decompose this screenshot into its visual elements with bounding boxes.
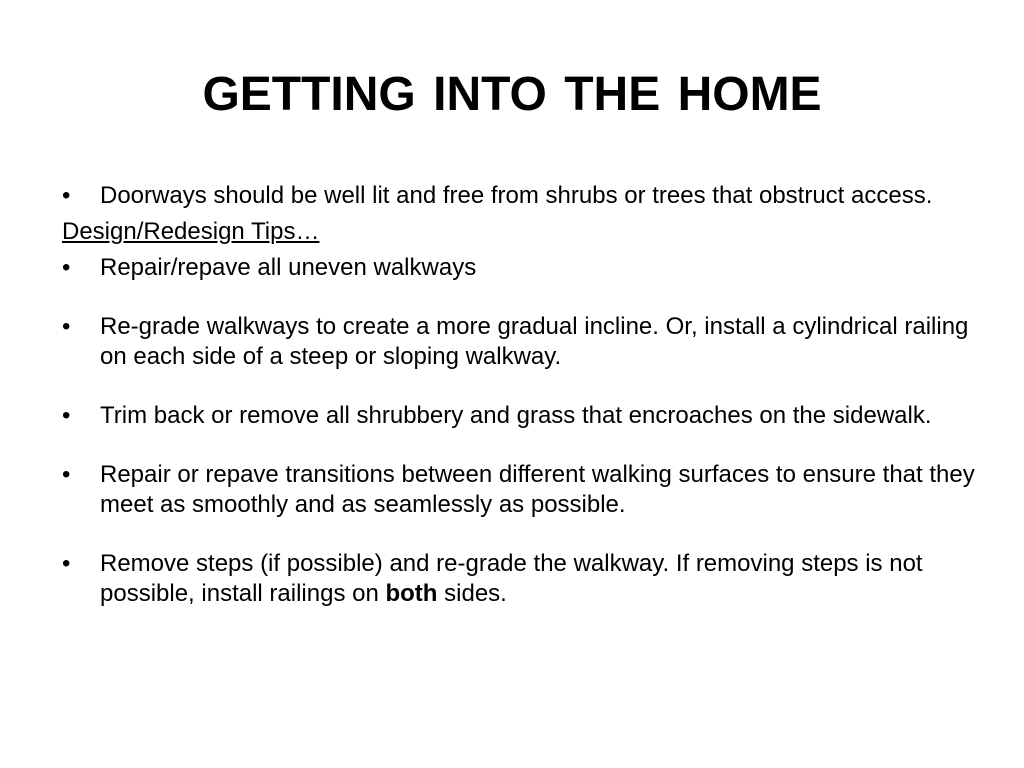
bullet-item-doorways bbox=[62, 181, 982, 211]
bullet-text: Repair or repave transitions between different walking surfaces to ensure that they meet as smoothly and as seamlessly as possible. bbox=[100, 461, 975, 518]
bullet-text bbox=[100, 550, 923, 607]
bullet-text: Trim back or remove all shrubbery and grass that encroaches on the sidewalk. bbox=[100, 402, 932, 429]
bullet-text: Doorways should be well lit and free from shrubs or trees that obstruct access. bbox=[100, 182, 933, 209]
bullet-icon: • bbox=[62, 313, 71, 340]
bullet-icon: • bbox=[62, 402, 71, 429]
bullet-icon: • bbox=[62, 182, 71, 209]
bullet-icon: • bbox=[62, 550, 71, 577]
section-subheading: Design/Redesign Tips… bbox=[62, 218, 320, 245]
bullet-icon: • bbox=[62, 254, 71, 281]
bullet-text-part: Remove steps (if possible) and re-grade the walkway. If removing steps is not possible, install railings on bbox=[100, 550, 923, 607]
slide-content bbox=[62, 181, 982, 609]
bullet-text: Re-grade walkways to create a more gradual incline. Or, install a cylindrical railing on each side of a steep or sloping walkway. bbox=[100, 313, 969, 370]
slide-title: GETTING INTO THE HOME bbox=[202, 68, 822, 121]
bullet-item-trim-shrubbery bbox=[62, 401, 982, 431]
bullet-text-part: sides. bbox=[437, 580, 507, 607]
bullet-item-remove-steps bbox=[62, 549, 982, 609]
bullet-item-repair-walkways bbox=[62, 253, 982, 283]
bullet-item-repair-transitions bbox=[62, 460, 982, 520]
bullet-item-regrade-walkways bbox=[62, 312, 982, 372]
bullet-text-emphasis: both bbox=[385, 580, 438, 607]
bullet-text: Repair/repave all uneven walkways bbox=[100, 254, 477, 281]
bullet-icon: • bbox=[62, 461, 71, 488]
